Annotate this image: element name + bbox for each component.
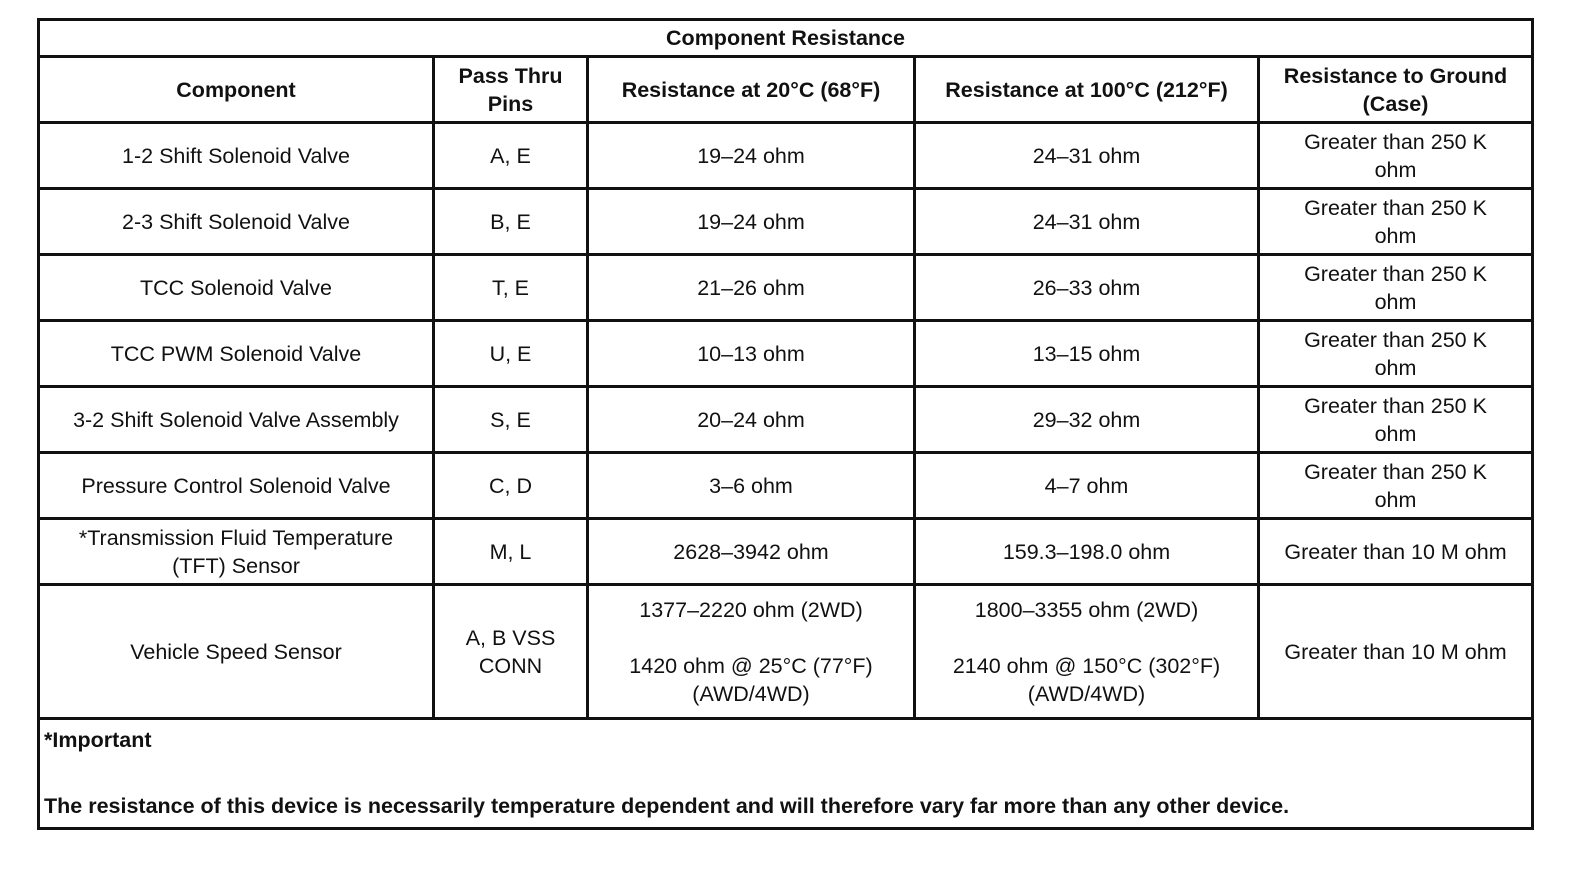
table-row <box>39 189 1533 255</box>
cell-resistance-20c: 3–6 ohm <box>588 453 915 519</box>
vss-resistance-to-ground: Greater than 10 M ohm <box>1259 585 1533 719</box>
cell-pins <box>434 123 588 189</box>
header-ground-line: (Case) <box>1362 91 1429 116</box>
cell-component <box>39 255 434 321</box>
cell-resistance-20c: 19–24 ohm <box>588 189 915 255</box>
cell-pins <box>434 519 588 585</box>
component-resistance-table <box>37 18 1534 830</box>
note-text: The resistance of this device is necessarily temperature dependent and will therefore vary far more than any other device. <box>44 794 1290 818</box>
cell-pins <box>434 453 588 519</box>
header-row <box>39 57 1533 123</box>
cell-resistance-to-ground <box>1259 255 1533 321</box>
vss-resistance-100c <box>915 585 1259 719</box>
cell-resistance-20c: 19–24 ohm <box>588 123 915 189</box>
cell-pins-line: A, E <box>490 143 531 168</box>
cell-component-line: *Transmission Fluid Temperature <box>78 525 394 550</box>
vss-pins <box>434 585 588 719</box>
cell-resistance-100c: 24–31 ohm <box>915 189 1259 255</box>
cell-pins-line: S, E <box>490 407 531 432</box>
cell-resistance-to-ground-line: ohm <box>1374 355 1417 380</box>
header-pins-line: Pass Thru <box>458 63 563 88</box>
cell-resistance-100c: 24–31 ohm <box>915 123 1259 189</box>
cell-resistance-to-ground-line: Greater than 10 M ohm <box>1284 539 1507 564</box>
vss-res20-awd: 1420 ohm @ 25°C (77°F) <box>629 653 873 678</box>
table-title: Component Resistance <box>39 20 1533 57</box>
cell-component-line: TCC Solenoid Valve <box>140 275 332 300</box>
cell-pins-line: M, L <box>489 539 532 564</box>
vss-resistance-20c <box>588 585 915 719</box>
table-row <box>39 255 1533 321</box>
cell-resistance-to-ground <box>1259 189 1533 255</box>
cell-resistance-to-ground-line: Greater than 250 K <box>1304 327 1487 352</box>
cell-component-line: TCC PWM Solenoid Valve <box>110 341 362 366</box>
header-resistance-to-ground <box>1259 57 1533 123</box>
cell-component <box>39 519 434 585</box>
table-row <box>39 321 1533 387</box>
cell-resistance-20c: 21–26 ohm <box>588 255 915 321</box>
table-row <box>39 123 1533 189</box>
table-row <box>39 519 1533 585</box>
cell-pins-line: U, E <box>489 341 532 366</box>
cell-resistance-20c: 20–24 ohm <box>588 387 915 453</box>
cell-resistance-100c: 29–32 ohm <box>915 387 1259 453</box>
cell-resistance-to-ground-line: ohm <box>1374 421 1417 446</box>
vss-res20-2wd: 1377–2220 ohm (2WD) <box>639 597 863 622</box>
cell-resistance-to-ground-line: ohm <box>1374 157 1417 182</box>
header-resistance-20c: Resistance at 20°C (68°F) <box>588 57 915 123</box>
cell-resistance-to-ground <box>1259 453 1533 519</box>
vss-res100-2wd: 1800–3355 ohm (2WD) <box>974 597 1199 622</box>
cell-resistance-100c: 159.3–198.0 ohm <box>915 519 1259 585</box>
cell-resistance-to-ground-line: ohm <box>1374 487 1417 512</box>
cell-pins <box>434 255 588 321</box>
vss-res100-awd-label: (AWD/4WD) <box>1027 681 1146 706</box>
note-heading: *Important <box>44 728 152 752</box>
cell-resistance-to-ground <box>1259 519 1533 585</box>
cell-component-line: 3-2 Shift Solenoid Valve Assembly <box>73 407 399 432</box>
table-row-vehicle-speed-sensor <box>39 585 1533 719</box>
header-ground-line: Resistance to Ground <box>1283 63 1508 88</box>
cell-component <box>39 123 434 189</box>
header-resistance-100c: Resistance at 100°C (212°F) <box>915 57 1259 123</box>
cell-resistance-to-ground-line: ohm <box>1374 289 1417 314</box>
cell-pins-line: T, E <box>491 275 530 300</box>
vss-pins-line: A, B VSS <box>465 625 556 650</box>
cell-resistance-to-ground <box>1259 123 1533 189</box>
table-title-row <box>39 20 1533 57</box>
table-row <box>39 387 1533 453</box>
cell-pins <box>434 189 588 255</box>
cell-component <box>39 321 434 387</box>
cell-resistance-100c: 26–33 ohm <box>915 255 1259 321</box>
vss-res20-awd-label: (AWD/4WD) <box>692 681 810 706</box>
cell-resistance-to-ground-line: Greater than 250 K <box>1304 459 1487 484</box>
cell-resistance-100c: 13–15 ohm <box>915 321 1259 387</box>
cell-resistance-to-ground-line: Greater than 250 K <box>1304 393 1487 418</box>
cell-resistance-to-ground-line: ohm <box>1374 223 1417 248</box>
cell-pins-line: B, E <box>490 209 531 234</box>
cell-resistance-100c: 4–7 ohm <box>915 453 1259 519</box>
cell-pins <box>434 387 588 453</box>
cell-resistance-20c: 10–13 ohm <box>588 321 915 387</box>
cell-component <box>39 189 434 255</box>
header-pass-thru-pins <box>434 57 588 123</box>
cell-component-line: Pressure Control Solenoid Valve <box>81 473 391 498</box>
important-note <box>39 719 1533 829</box>
cell-resistance-to-ground-line: Greater than 250 K <box>1304 129 1487 154</box>
cell-resistance-20c: 2628–3942 ohm <box>588 519 915 585</box>
vss-pins-line: CONN <box>478 653 543 678</box>
cell-component <box>39 387 434 453</box>
cell-component-line: 2-3 Shift Solenoid Valve <box>122 209 350 234</box>
cell-component-line: (TFT) Sensor <box>172 553 300 578</box>
cell-resistance-to-ground <box>1259 321 1533 387</box>
cell-component-line: 1-2 Shift Solenoid Valve <box>122 143 350 168</box>
table-row <box>39 453 1533 519</box>
cell-pins <box>434 321 588 387</box>
cell-resistance-to-ground-line: Greater than 250 K <box>1304 261 1487 286</box>
header-pins-line: Pins <box>487 91 534 116</box>
cell-resistance-to-ground-line: Greater than 250 K <box>1304 195 1487 220</box>
vss-res100-awd: 2140 ohm @ 150°C (302°F) <box>952 653 1221 678</box>
cell-component <box>39 453 434 519</box>
cell-pins-line: C, D <box>489 473 532 498</box>
vss-component: Vehicle Speed Sensor <box>39 585 434 719</box>
cell-resistance-to-ground <box>1259 387 1533 453</box>
note-row <box>39 719 1533 829</box>
header-component: Component <box>39 57 434 123</box>
